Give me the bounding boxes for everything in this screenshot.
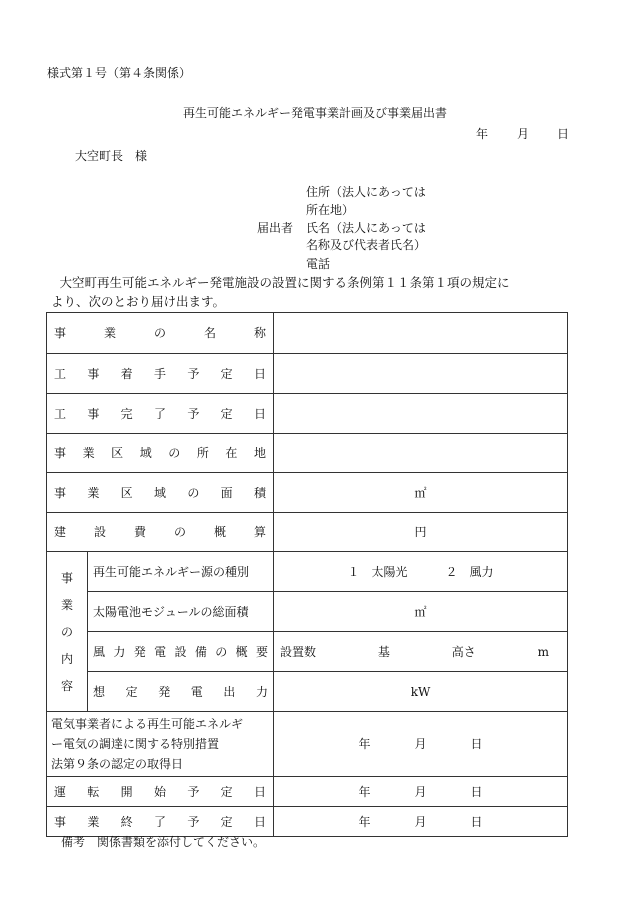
- energy-option-solar[interactable]: １ 太陽光: [347, 564, 408, 579]
- wind-count-unit: 基: [377, 644, 390, 659]
- label-construction-start: 工 事 着 手 予 定 日: [47, 354, 274, 394]
- date-month: 月: [517, 127, 530, 141]
- cost-unit: 円: [414, 525, 427, 539]
- label-energy-type: 再生可能エネルギー源の種別: [88, 552, 274, 592]
- label-operation-start: 運 転 開 始 予 定 日: [47, 777, 274, 807]
- label-project-content: 事 業 の 内 容: [47, 552, 88, 712]
- field-location[interactable]: [274, 434, 568, 473]
- document-title: 再生可能エネルギー発電事業計画及び事業届出書: [182, 106, 447, 120]
- label-solar-area: 太陽電池モジュールの総面積: [88, 592, 274, 632]
- applicant-address-1: 住所（法人にあっては: [306, 185, 426, 199]
- field-operation-start[interactable]: 年 月 日: [274, 777, 568, 807]
- row-solar-area: [47, 592, 568, 632]
- label-construction-end: 工 事 完 了 予 定 日: [47, 394, 274, 434]
- row-wind: [47, 632, 568, 672]
- label-output: 想 定 発 電 出 力: [88, 672, 274, 712]
- row-area: [47, 473, 568, 513]
- row-operation-start: [47, 777, 568, 807]
- field-wind[interactable]: [274, 632, 568, 672]
- solar-area-unit: ㎡: [414, 604, 427, 619]
- area-unit: ㎡: [414, 485, 427, 500]
- row-construction-end: [47, 394, 568, 434]
- form-id: 様式第１号（第４条関係）: [47, 66, 192, 80]
- field-output[interactable]: [274, 672, 568, 712]
- label-area: 事 業 区 域 の 面 積: [47, 473, 274, 513]
- row-energy-type: [47, 552, 568, 592]
- label-project-end: 事 業 終 了 予 定 日: [47, 807, 274, 837]
- output-unit: kW: [410, 684, 431, 699]
- field-energy-type[interactable]: [274, 552, 568, 592]
- wind-count-label: 設置数: [280, 644, 317, 659]
- field-project-name[interactable]: [274, 313, 568, 354]
- applicant-name-1: 氏名（法人にあっては: [306, 221, 426, 235]
- applicant-name-2: 名称及び代表者氏名）: [306, 238, 427, 252]
- intro-line-2: より、次のとおり届け出ます。: [51, 294, 226, 309]
- row-certification: [47, 712, 568, 777]
- row-project-end: [47, 807, 568, 837]
- field-cost[interactable]: [274, 513, 568, 552]
- application-table: [46, 312, 568, 837]
- row-location: [47, 434, 568, 473]
- wind-height-label: 高さ: [451, 644, 476, 659]
- field-area[interactable]: [274, 473, 568, 513]
- intro-line-1: 大空町再生可能エネルギー発電施設の設置に関する条例第１１条第１項の規定に: [47, 275, 510, 290]
- applicant-label: 届出者: [257, 221, 294, 235]
- date-day: 日: [557, 127, 570, 141]
- field-construction-start[interactable]: [274, 354, 568, 394]
- row-output: [47, 672, 568, 712]
- field-construction-end[interactable]: [274, 394, 568, 434]
- label-project-name: 事 業 の 名 称: [47, 313, 274, 354]
- field-solar-area[interactable]: [274, 592, 568, 632]
- applicant-phone: 電話: [306, 257, 331, 271]
- wind-height-unit: m: [537, 644, 549, 659]
- note: 備考 関係書類を添付してください。: [61, 835, 266, 849]
- field-certification-date[interactable]: 年 月 日: [274, 712, 568, 777]
- field-project-end[interactable]: 年 月 日: [274, 807, 568, 837]
- label-certification: 電気事業者による再生可能エネルギ ー電気の調達に関する特別措置 法第９条の認定の取得日: [47, 712, 274, 777]
- row-construction-start: [47, 354, 568, 394]
- date-year: 年: [476, 127, 489, 141]
- label-wind: 風 力 発 電 設 備 の 概 要: [88, 632, 274, 672]
- label-cost: 建 設 費 の 概 算: [47, 513, 274, 552]
- energy-option-wind[interactable]: ２ 風力: [445, 564, 494, 579]
- applicant-address-2: 所在地）: [306, 203, 355, 217]
- label-location: 事 業 区 域 の 所 在 地: [47, 434, 274, 473]
- row-cost: [47, 513, 568, 552]
- addressee: 大空町長 様: [75, 149, 148, 163]
- row-project-name: [47, 313, 568, 354]
